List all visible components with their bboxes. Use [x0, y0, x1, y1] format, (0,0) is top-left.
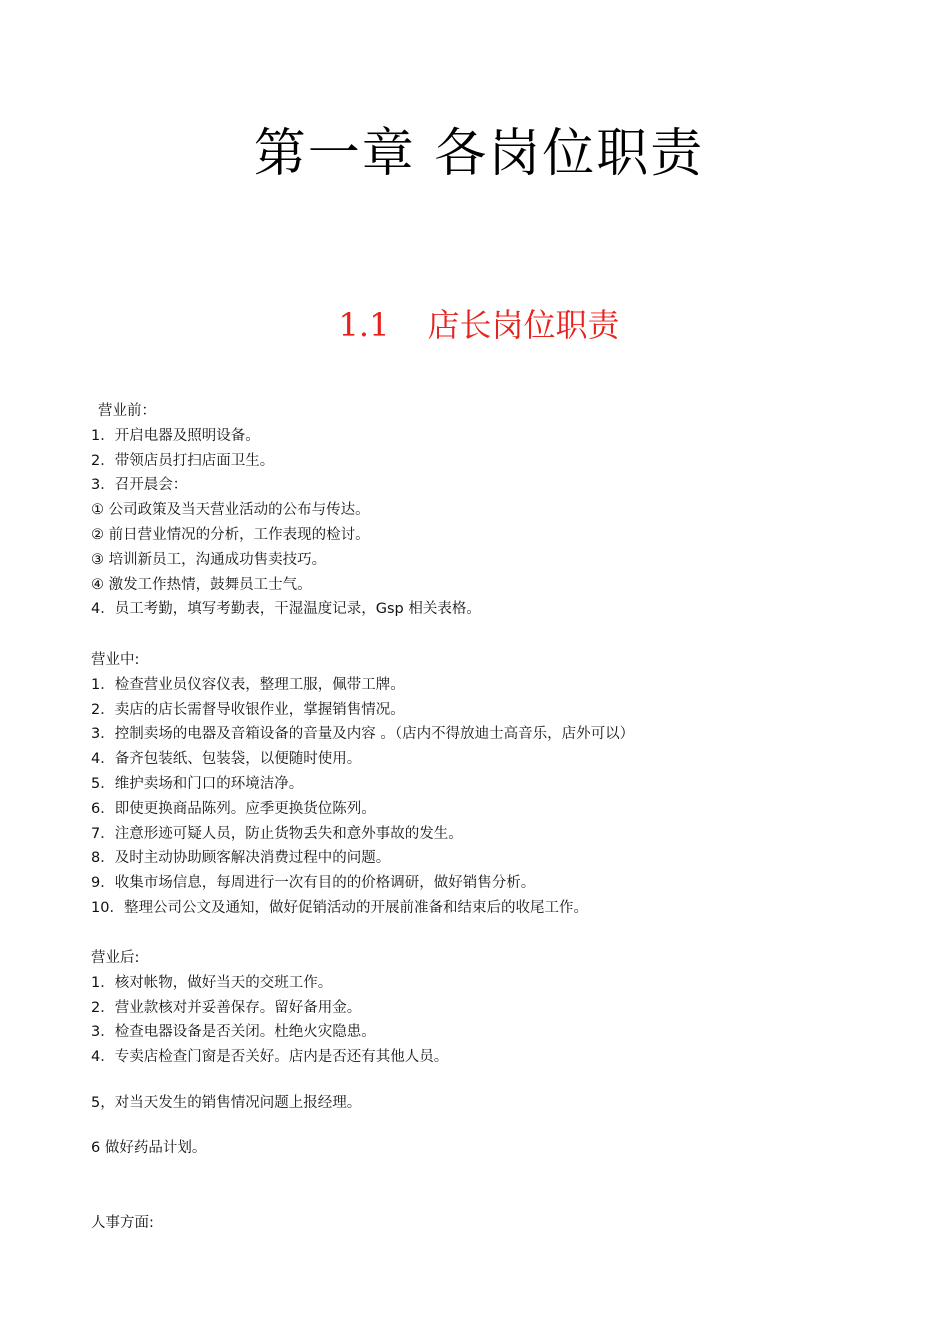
list-item: 2．带领店员打扫店面卫生。 — [91, 452, 275, 469]
personnel-heading: 人事方面: — [91, 1215, 154, 1231]
list-item: 1．开启电器及照明设备。 — [91, 427, 260, 444]
list-item: 1．核对帐物，做好当天的交班工作。 — [91, 974, 333, 991]
during-business-heading: 营业中: — [91, 652, 140, 668]
after-business-item-5 — [91, 1091, 891, 1116]
list-item: 5．维护卖场和门口的环境洁净。 — [91, 775, 304, 792]
list-item: 2．营业款核对并妥善保存。留好备用金。 — [91, 999, 362, 1016]
list-item: 3．检查电器设备是否关闭。杜绝火灾隐患。 — [91, 1024, 376, 1041]
before-business-section — [91, 399, 891, 622]
after-business-heading: 营业后: — [91, 950, 140, 966]
list-item: 7．注意形迹可疑人员，防止货物丢失和意外事故的发生。 — [91, 825, 463, 842]
list-item: 5，对当天发生的销售情况问题上报经理。 — [91, 1095, 362, 1111]
list-item: 4．专卖店检查门窗是否关好。店内是否还有其他人员。 — [91, 1049, 449, 1066]
list-item: 1．检查营业员仪容仪表，整理工服，佩带工牌。 — [91, 676, 405, 693]
after-business-item-6 — [91, 1136, 891, 1161]
section-number: 1.1 — [338, 306, 390, 344]
during-business-section — [91, 648, 891, 921]
list-item: 9．收集市场信息，每周进行一次有目的的价格调研，做好销售分析。 — [91, 875, 536, 892]
before-business-heading: 营业前： — [98, 403, 156, 419]
list-item: 10．整理公司公文及通知，做好促销活动的开展前准备和结束后的收尾工作。 — [91, 899, 588, 916]
list-item: ③ 培训新员工，沟通成功售卖技巧。 — [91, 551, 327, 568]
section-title — [0, 303, 950, 347]
list-item: 2．卖店的店长需督导收银作业，掌握销售情况。 — [91, 701, 405, 718]
list-item: 4．备齐包装纸、包装袋，以便随时使用。 — [91, 751, 362, 768]
chapter-title: 第一章 各岗位职责 — [253, 124, 705, 184]
list-item: 3．控制卖场的电器及音箱设备的音量及内容 。（店内不得放迪士高音乐，店外可以） — [91, 726, 635, 743]
list-item: 8．及时主动协助顾客解决消费过程中的问题。 — [91, 850, 391, 867]
list-item: ② 前日营业情况的分析，工作表现的检讨。 — [91, 526, 370, 543]
list-item: 6．即使更换商品陈列。应季更换货位陈列。 — [91, 800, 376, 817]
section-title-text: 店长岗位职责 — [427, 306, 620, 344]
list-item: 6 做好药品计划。 — [91, 1140, 207, 1156]
list-item: 4．员工考勤，填写考勤表，干湿温度记录，Gsp 相关表格。 — [91, 601, 481, 618]
list-item: ④ 激发工作热情，鼓舞员工士气。 — [91, 576, 312, 593]
after-business-section — [91, 946, 891, 1070]
list-item: ① 公司政策及当天营业活动的公布与传达。 — [91, 502, 370, 519]
personnel-section — [91, 1211, 891, 1236]
list-item: 3．召开晨会： — [91, 477, 188, 494]
